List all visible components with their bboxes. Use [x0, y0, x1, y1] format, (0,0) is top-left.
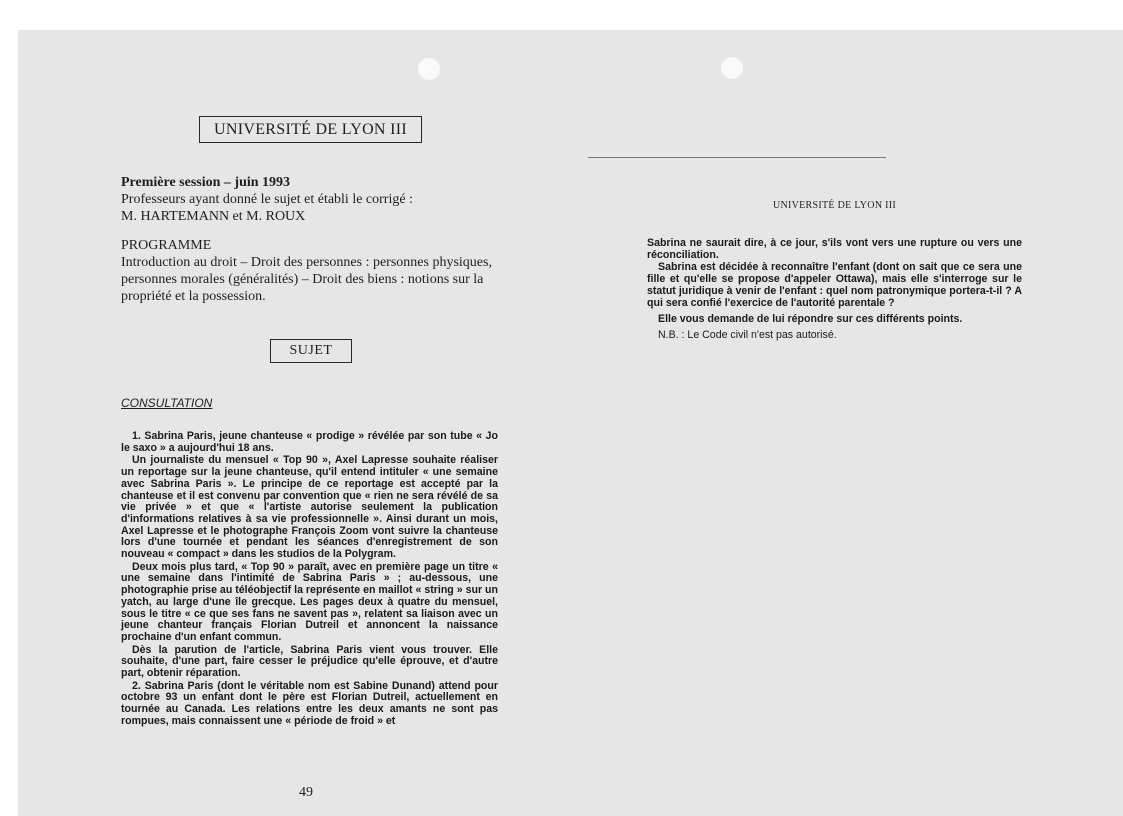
paragraph: Un journaliste du mensuel « Top 90 », Axel Lapresse souhaite réaliser un reportage sur la jeune chanteuse, qu'il entend intituler « une semaine avec Sabrina Paris ». Le principe de ce reportage est accepté par la chanteuse et il est convenu par convention que « rien ne sera révélé de sa vie privée » et que « l'artiste autorise seulement la publication d'informations relatives à sa vie professionnelle ». Ainsi durant un mois, Axel Lapresse et le photographe François Zoom vont suivre la chanteuse lors d'une tournée et pendant les séances d'enregistrement de son nouveau « compact » dans les studios de la Polygram. — [121, 454, 498, 561]
university-title-box — [199, 116, 422, 143]
program-section — [121, 237, 501, 305]
running-header: UNIVERSITÉ DE LYON III — [772, 200, 897, 211]
nb-note: N.B. : Le Code civil n'est pas autorisé. — [658, 328, 837, 341]
page-number: 49 — [299, 785, 313, 800]
session-info — [121, 174, 413, 225]
session-title: Première session – juin 1993 — [121, 175, 291, 190]
paragraph: 2. Sabrina Paris (dont le véritable nom est Sabine Dunand) attend pour octobre 93 un enfant dont le père est Florian Dutreil, actuellement en tournée au Canada. Les relations entre les deux amants ne sont pas rompues, mais connaissent une « période de froid » et — [121, 679, 498, 727]
paragraph: Sabrina est décidée à reconnaître l'enfant (dont on sait que ce sera une fille et qu'elle se propose d'appeler Ottawa), mais elle s'interroge sur le statut juridique à venir de l'enfant : quel nom patronymique portera-t-il ? A qui sera confié l'exercice de l'autorité parentale ? — [647, 261, 1022, 309]
consultation-heading: CONSULTATION — [121, 396, 213, 410]
university-title: UNIVERSITÉ DE LYON III — [214, 120, 407, 138]
program-heading: PROGRAMME — [121, 238, 212, 253]
sujet-box — [270, 339, 352, 363]
professors-names: M. HARTEMANN et M. ROUX — [121, 209, 306, 224]
paragraph: Elle vous demande de lui répondre sur ces différents points. — [658, 313, 963, 326]
left-column-text — [121, 431, 498, 728]
paragraph: Sabrina ne saurait dire, à ce jour, s'ils vont vers une rupture ou vers une réconciliation. — [647, 237, 1022, 261]
header-rule — [588, 157, 886, 158]
paragraph: Deux mois plus tard, « Top 90 » paraît, avec en première page un titre « une semaine dans l'intimité de Sabrina Paris » ; au-dessous, une photographie prise au téléobjectif la représente en maillot « string » sur un yatch, au large d'une île grecque. Les pages deux à quatre du mensuel, sous le titre « ce que ses fans ne savent pas », relatent sa liaison avec un jeune chanteur français Florian Dutreil et annoncent la naissance prochaine d'un enfant commun. — [121, 560, 498, 643]
program-text: Introduction au droit – Droit des personnes : personnes physiques, personnes morales (généralités) – Droit des biens : notions sur la propriété et la possession. — [121, 255, 492, 304]
paragraph: Dès la parution de l'article, Sabrina Paris vient vous trouver. Elle souhaite, d'une part, faire cesser le préjudice qu'elle éprouve, et d'autre part, obtenir réparation. — [121, 643, 498, 680]
binder-hole-left — [418, 58, 440, 80]
sujet-label: SUJET — [289, 343, 333, 358]
paragraph: 1. Sabrina Paris, jeune chanteuse « prodige » révélée par son tube « Jo le saxo » a aujourd'hui 18 ans. — [121, 430, 498, 454]
binder-hole-right — [721, 57, 743, 79]
professors-line: Professeurs ayant donné le sujet et établi le corrigé : — [121, 192, 413, 207]
right-column-text — [647, 238, 1022, 342]
